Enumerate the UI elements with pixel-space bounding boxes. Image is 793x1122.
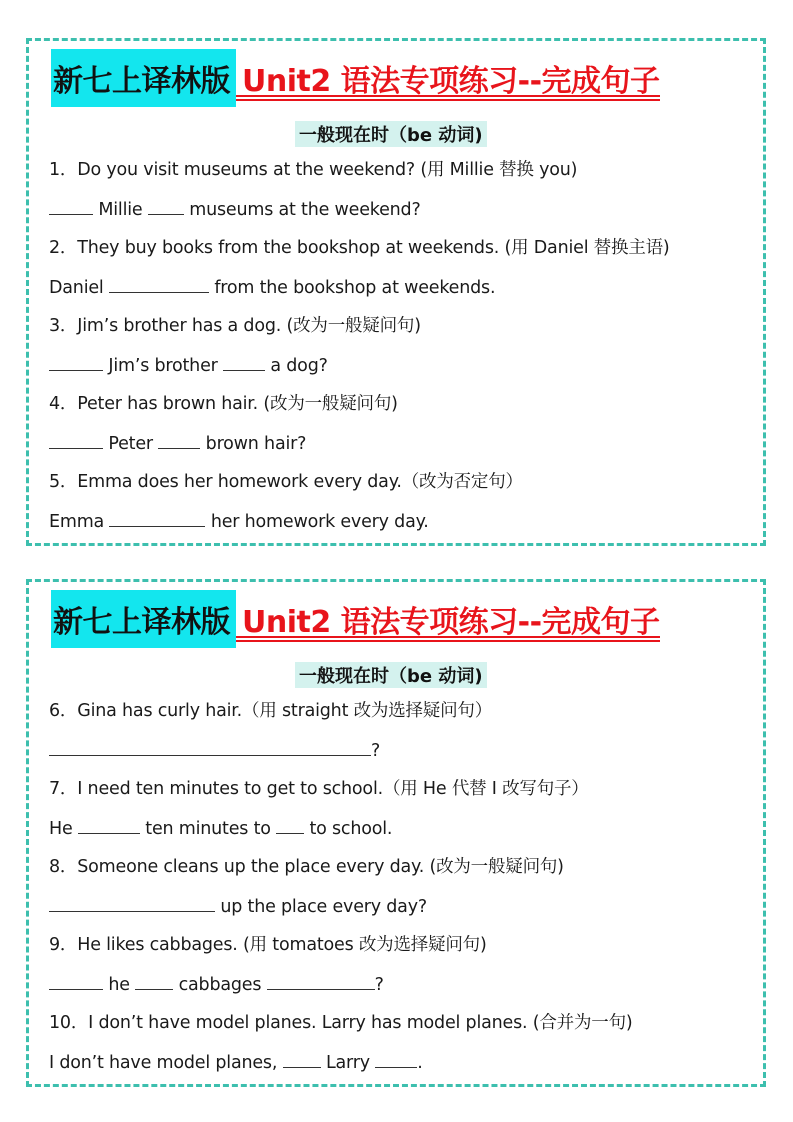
- exercise-card-1: [26, 38, 766, 546]
- question-3: 3．Jim’s brother has a dog. (改为一般疑问句): [49, 316, 421, 336]
- answer-line-9: he cabbages ?: [49, 973, 384, 996]
- blank[interactable]: [375, 1051, 417, 1068]
- section-subtitle: 一般现在时（be 动词): [295, 121, 487, 147]
- answer-line-1: Millie museums at the weekend?: [49, 198, 421, 221]
- answer-line-6: ?: [49, 739, 380, 762]
- blank[interactable]: [109, 276, 209, 293]
- answer-line-7: He ten minutes to to school.: [49, 819, 393, 839]
- title-text: Unit2 语法专项练习--完成句子: [236, 49, 660, 107]
- answer-line-5: Emma her homework every day.: [49, 512, 429, 532]
- answer-line-8: up the place every day?: [49, 895, 427, 918]
- blank[interactable]: [276, 817, 304, 834]
- question-10: 10．I don’t have model planes. Larry has model planes. (合并为一句): [49, 1013, 633, 1033]
- title-row: [51, 590, 751, 648]
- question-4: 4．Peter has brown hair. (改为一般疑问句): [49, 394, 398, 414]
- question-8: 8．Someone cleans up the place every day. (改为一般疑问句): [49, 857, 564, 877]
- answer-line-3: Jim’s brother a dog?: [49, 354, 328, 377]
- blank[interactable]: [49, 973, 103, 990]
- blank[interactable]: [49, 354, 103, 371]
- question-9: 9．He likes cabbages. (用 tomatoes 改为选择疑问句): [49, 935, 487, 955]
- question-5: 5．Emma does her homework every day.（改为否定句）: [49, 472, 523, 492]
- blank[interactable]: [267, 973, 375, 990]
- exercise-card-2: [26, 579, 766, 1087]
- blank[interactable]: [49, 739, 371, 756]
- section-subtitle: 一般现在时（be 动词): [295, 662, 487, 688]
- blank[interactable]: [49, 432, 103, 449]
- title-row: [51, 49, 751, 107]
- answer-line-4: Peter brown hair?: [49, 432, 306, 455]
- blank[interactable]: [49, 198, 93, 215]
- blank[interactable]: [49, 895, 215, 912]
- blank[interactable]: [158, 432, 200, 449]
- answer-line-10: I don’t have model planes, Larry .: [49, 1053, 423, 1073]
- title-text: Unit2 语法专项练习--完成句子: [236, 590, 660, 648]
- question-7: 7．I need ten minutes to get to school.（用 He 代替 I 改写句子）: [49, 779, 589, 799]
- question-2: 2．They buy books from the bookshop at weekends. (用 Daniel 替换主语): [49, 238, 670, 258]
- blank[interactable]: [283, 1051, 321, 1068]
- blank[interactable]: [109, 510, 205, 527]
- question-6: 6．Gina has curly hair.（用 straight 改为选择疑问句）: [49, 701, 492, 721]
- title-badge: 新七上译林版: [51, 49, 236, 107]
- blank[interactable]: [78, 817, 140, 834]
- blank[interactable]: [148, 198, 184, 215]
- question-1: 1．Do you visit museums at the weekend? (用 Millie 替换 you): [49, 160, 578, 180]
- blank[interactable]: [223, 354, 265, 371]
- blank[interactable]: [135, 973, 173, 990]
- title-badge: 新七上译林版: [51, 590, 236, 648]
- answer-line-2: Daniel from the bookshop at weekends.: [49, 278, 496, 298]
